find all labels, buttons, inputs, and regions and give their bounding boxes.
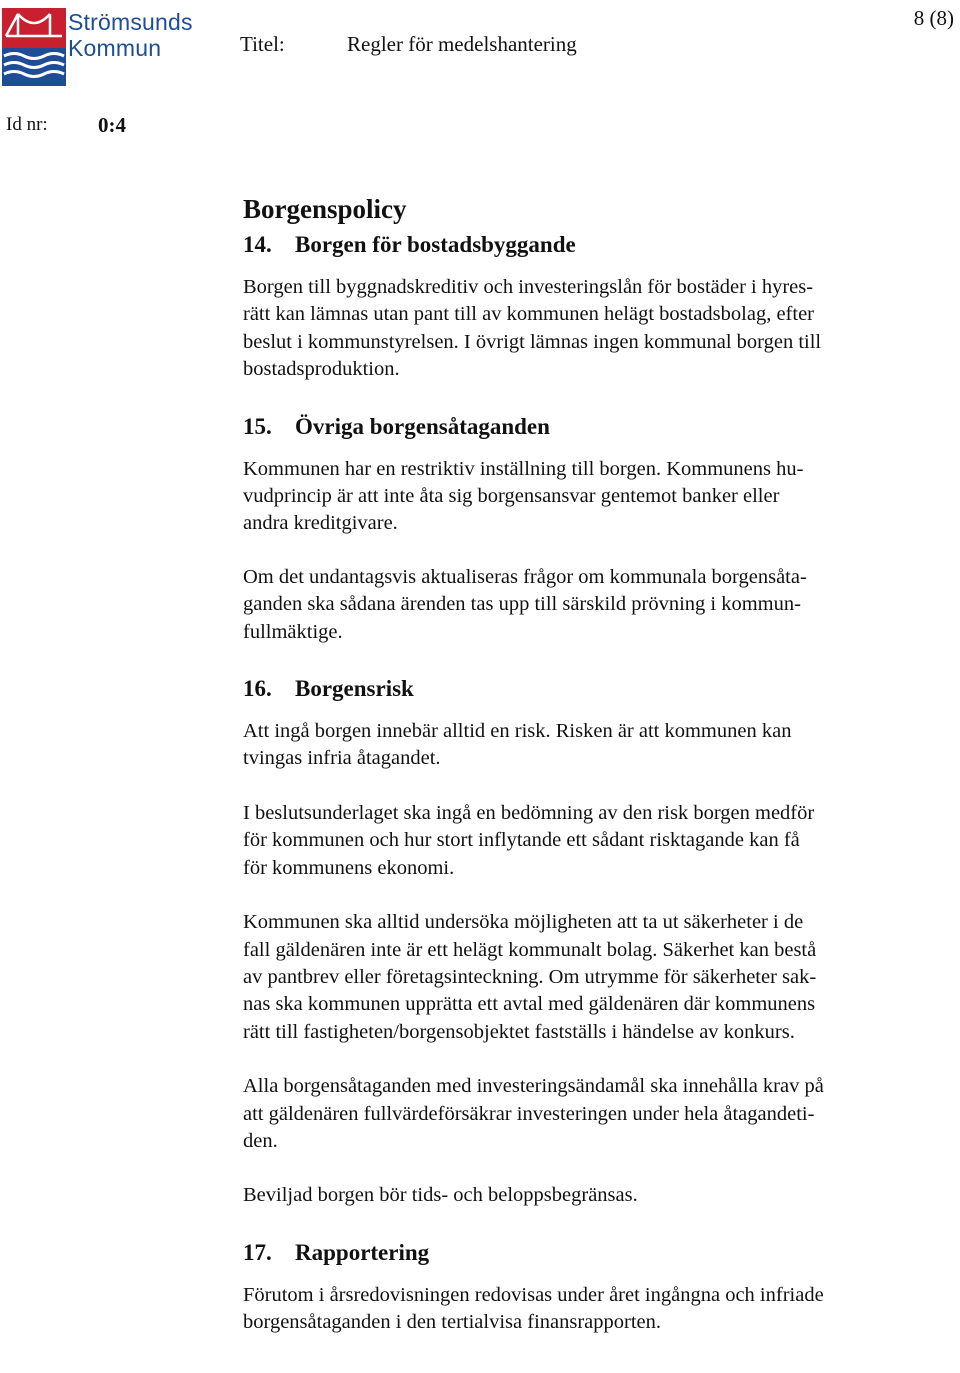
page-heading: Borgenspolicy [243, 194, 407, 224]
paragraph [243, 909, 943, 1046]
paragraph-line: Borgen till byggnadskreditiv och investeringslån för bostäder i hyres- [243, 276, 814, 298]
paragraph [243, 456, 943, 538]
paragraph-line: Beviljad borgen bör tids- och beloppsbegränsas. [243, 1184, 638, 1207]
paragraph-line: andra kreditgivare. [243, 512, 398, 535]
section-title: Övriga borgensåtaganden [295, 413, 550, 439]
section-heading [243, 230, 943, 260]
paragraph-line: ganden ska sådana ärenden tas upp till särskild prövning i kommun- [243, 593, 801, 616]
section-number: 15. [243, 413, 272, 439]
paragraph [243, 800, 943, 882]
document-body [243, 192, 943, 1337]
paragraph-line: Kommunen har en restriktiv inställning till borgen. Kommunens hu- [243, 457, 804, 480]
section-number: 14. [243, 232, 272, 257]
section-title: Borgen för bostadsbyggande [295, 232, 576, 257]
paragraph [243, 1282, 943, 1337]
section-number: 16. [243, 676, 272, 702]
paragraph-line: vudprincip är att inte åta sig borgensansvar gentemot banker eller [243, 485, 780, 508]
section-heading [243, 1238, 943, 1268]
logo-text-line1: Strömsunds [68, 9, 193, 35]
paragraph-line: Kommunen ska alltid undersöka möjligheten att ta ut säkerheter i de [243, 911, 804, 934]
paragraph-line: fullmäktige. [243, 620, 343, 643]
paragraph [243, 274, 943, 384]
title-label: Titel: [240, 32, 285, 56]
paragraph-line: för kommunen och hur stort inflytande ett sådant risktagande kan få [243, 829, 800, 852]
paragraph-line: Alla borgensåtaganden med investeringsändamål ska innehålla krav på [243, 1075, 824, 1098]
paragraph-line: den. [243, 1129, 278, 1152]
paragraph [243, 718, 943, 773]
paragraph-line: tvingas infria åtagandet. [243, 747, 441, 770]
paragraph [243, 1073, 943, 1155]
paragraph-line: för kommunens ekonomi. [243, 856, 455, 879]
bridge-logo-icon [2, 6, 66, 86]
id-value: 0:4 [98, 113, 126, 137]
paragraph-line: fall gäldenären inte är ett helägt kommunalt bolag. Säkerhet kan bestå [243, 938, 817, 961]
paragraph-line: rätt kan lämnas utan pant till av kommunen helägt bostadsbolag, efter [243, 303, 814, 326]
paragraph-line: I beslutsunderlaget ska ingå en bedömning av den risk borgen medför [243, 801, 815, 824]
section-heading [243, 412, 943, 442]
paragraph-line: bostadsproduktion. [243, 358, 400, 381]
logo-text-line2: Kommun [68, 35, 162, 61]
paragraph-line: nas ska kommunen upprätta ett avtal med gäldenären där kommunens [243, 993, 816, 1016]
paragraph-line: borgensåtaganden i den tertialvisa finansrapporten. [243, 1311, 662, 1334]
paragraph-line: att gäldenären fullvärdeförsäkrar investeringen under hela åtagandeti- [243, 1102, 815, 1125]
section-title: Rapportering [295, 1239, 430, 1265]
municipality-logo [2, 6, 192, 86]
paragraph-line: rätt till fastigheten/borgensobjektet fastställs i händelse av konkurs. [243, 1020, 795, 1043]
id-label: Id nr: [6, 114, 48, 135]
paragraph [243, 1182, 943, 1209]
document-title: Regler för medelshantering [347, 32, 577, 56]
paragraph-line: Förutom i årsredovisningen redovisas under året ingångna och infriade [243, 1283, 824, 1306]
paragraph [243, 564, 943, 646]
paragraph-line: av pantbrev eller företagsinteckning. Om utrymme för säkerheter sak- [243, 965, 817, 988]
page-number: 8 (8) [913, 6, 954, 30]
section-title: Borgensrisk [295, 676, 414, 702]
paragraph-line: Att ingå borgen innebär alltid en risk. Risken är att kommunen kan [243, 720, 792, 743]
section-number: 17. [243, 1239, 272, 1265]
section-heading [243, 674, 943, 704]
paragraph-line: beslut i kommunstyrelsen. I övrigt lämnas ingen kommunal borgen till [243, 330, 822, 353]
paragraph-line: Om det undantagsvis aktualiseras frågor om kommunala borgensåta- [243, 565, 807, 588]
